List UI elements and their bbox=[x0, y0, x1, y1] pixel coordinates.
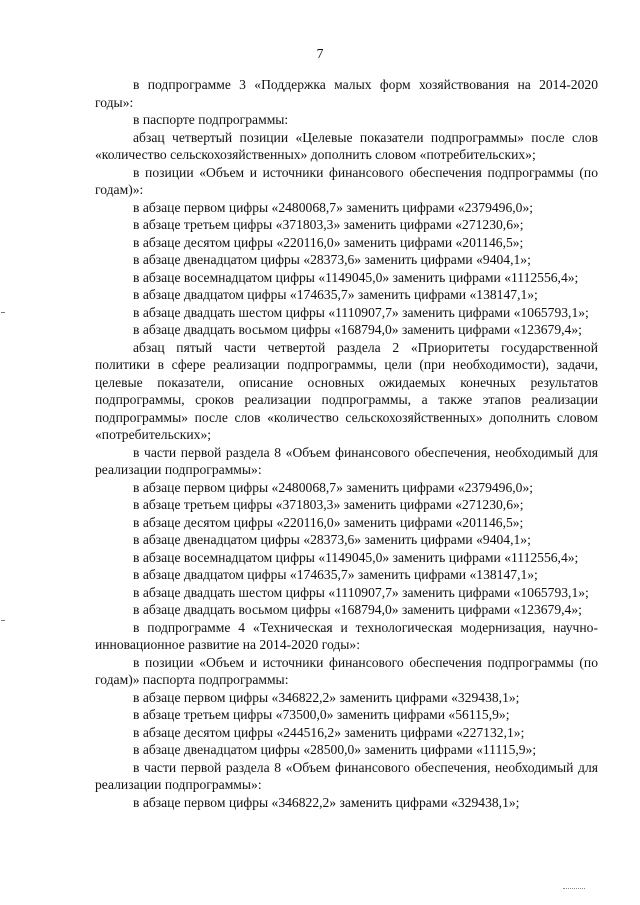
list-item: в абзаце первом цифры «346822,2» заменить цифрами «329438,1»; bbox=[133, 689, 520, 705]
list-item: в абзаце восемнадцатом цифры «1149045,0» заменить цифрами «1112556,4»; bbox=[133, 269, 579, 285]
list-item: в абзаце двенадцатом цифры «28373,6» заменить цифрами «9404,1»; bbox=[133, 252, 531, 267]
list-item: в абзаце восемнадцатом цифры «1149045,0» заменить цифрами «1112556,4»; bbox=[133, 549, 579, 565]
paragraph-section-8: в части первой раздела 8 «Объем финансового обеспечения, необходимый для реализации подпрограммы»: bbox=[95, 444, 598, 477]
list-item: в абзаце двадцатом цифры «174635,7» заменить цифрами «138147,1»; bbox=[133, 567, 538, 582]
paragraph-passport: в паспорте подпрограммы: bbox=[133, 112, 289, 127]
list-item: в абзаце двенадцатом цифры «28373,6» заменить цифрами «9404,1»; bbox=[133, 532, 531, 547]
scan-edge-mark bbox=[1, 620, 5, 621]
list-item: в абзаце двадцать восьмом цифры «168794,0» заменить цифрами «123679,4»; bbox=[133, 322, 582, 337]
paragraph-funding-position: в позиции «Объем и источники финансового обеспечения подпрограммы (по годам)» паспорта подпрограммы: bbox=[95, 654, 598, 687]
list-item: в абзаце десятом цифры «220116,0» заменить цифрами «201146,5»; bbox=[133, 234, 524, 250]
list-item: в абзаце первом цифры «2480068,7» заменить цифрами «2379496,0»; bbox=[133, 199, 534, 215]
paragraph-funding-position: в позиции «Объем и источники финансового обеспечения подпрограммы (по годам)»: bbox=[95, 164, 598, 197]
list-item: в абзаце десятом цифры «244516,2» заменить цифрами «227132,1»; bbox=[133, 724, 525, 740]
list-item: в абзаце третьем цифры «371803,3» заменить цифрами «271230,6»; bbox=[133, 217, 524, 232]
document-body bbox=[95, 76, 598, 811]
paragraph-section-2: абзац пятый части четвертой раздела 2 «Приоритеты государственной политики в сфере реализации подпрограммы, цели (при необходимости), задачи, целевые показатели, описание основных ожидаемых конечных результатов подпрограммы, сроков реализации подпрограммы, а также этапов реализации подпрограммы» после слов «количество сельскохозяйственных» дополнить словом «потребительских»; bbox=[95, 339, 598, 442]
list-item: в абзаце двадцать восьмом цифры «168794,0» заменить цифрами «123679,4»; bbox=[133, 602, 582, 617]
paragraph-section-8: в части первой раздела 8 «Объем финансового обеспечения, необходимый для реализации подпрограммы»: bbox=[95, 759, 598, 792]
scan-edge-mark bbox=[1, 312, 5, 313]
paragraph-target-indicators: абзац четвертый позиции «Целевые показатели подпрограммы» после слов «количество сельскохозяйственных» дополнить словом «потребительских»; bbox=[95, 129, 598, 162]
list-item: в абзаце двадцать шестом цифры «1110907,7» заменить цифрами «1065793,1»; bbox=[133, 584, 589, 600]
list-item: в абзаце третьем цифры «73500,0» заменить цифрами «56115,9»; bbox=[133, 707, 510, 722]
list-item: в абзаце первом цифры «346822,2» заменить цифрами «329438,1»; bbox=[133, 794, 520, 810]
list-item: в абзаце двенадцатом цифры «28500,0» заменить цифрами «11115,9»; bbox=[133, 742, 537, 757]
list-item: в абзаце третьем цифры «371803,3» заменить цифрами «271230,6»; bbox=[133, 497, 524, 512]
page-number: 7 bbox=[316, 46, 324, 61]
list-item: в абзаце двадцатом цифры «174635,7» заменить цифрами «138147,1»; bbox=[133, 287, 538, 302]
scan-artifact bbox=[563, 888, 585, 891]
list-item: в абзаце двадцать шестом цифры «1110907,7» заменить цифрами «1065793,1»; bbox=[133, 304, 589, 320]
list-item: в абзаце первом цифры «2480068,7» заменить цифрами «2379496,0»; bbox=[133, 479, 534, 495]
paragraph-subprogram-4: в подпрограмме 4 «Техническая и технологическая модернизация, научно-инновационное развитие на 2014-2020 годы»: bbox=[95, 619, 598, 652]
list-item: в абзаце десятом цифры «220116,0» заменить цифрами «201146,5»; bbox=[133, 514, 524, 530]
paragraph-subprogram-3: в подпрограмме 3 «Поддержка малых форм хозяйствования на 2014-2020 годы»: bbox=[95, 77, 598, 110]
